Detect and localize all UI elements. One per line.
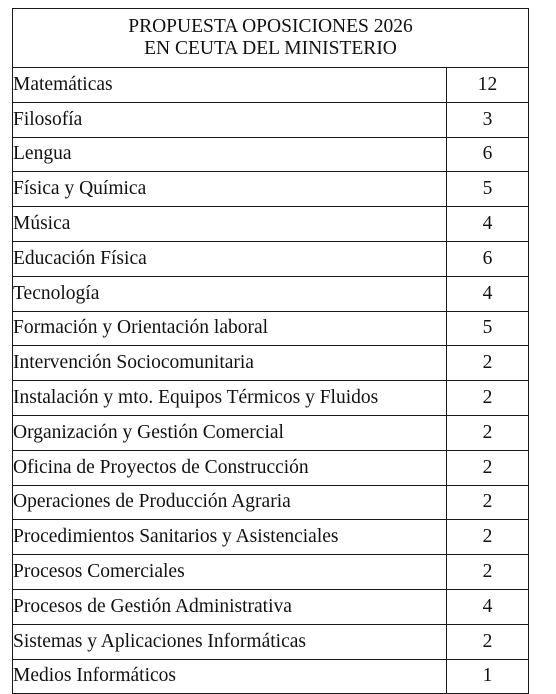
subject-cell: Intervención Sociocomunitaria: [13, 346, 447, 381]
subject-cell: Tecnología: [13, 276, 447, 311]
count-cell: 2: [447, 624, 529, 659]
subject-cell: Física y Química: [13, 172, 447, 207]
title-row: [13, 9, 529, 68]
subject-cell: Instalación y mto. Equipos Térmicos y Fluidos: [13, 381, 447, 416]
table-row: [13, 485, 529, 520]
table-row: [13, 381, 529, 416]
title-line-1: PROPUESTA OPOSICIONES 2026: [128, 16, 413, 37]
table-title: [13, 9, 529, 68]
subject-cell: Procesos Comerciales: [13, 555, 447, 590]
count-cell: 4: [447, 276, 529, 311]
count-cell: 2: [447, 485, 529, 520]
subject-cell: Organización y Gestión Comercial: [13, 415, 447, 450]
table-row: [13, 102, 529, 137]
count-cell: 6: [447, 241, 529, 276]
count-cell: 5: [447, 172, 529, 207]
title-line-2: EN CEUTA DEL MINISTERIO: [144, 38, 397, 59]
count-cell: 3: [447, 102, 529, 137]
document-sheet: [12, 8, 528, 694]
subject-cell: Formación y Orientación laboral: [13, 311, 447, 346]
count-cell: 2: [447, 346, 529, 381]
count-cell: 6: [447, 137, 529, 172]
table-row: [13, 624, 529, 659]
table-row: [13, 415, 529, 450]
subject-cell: Oficina de Proyectos de Construcción: [13, 450, 447, 485]
subject-cell: Lengua: [13, 137, 447, 172]
table-row: [13, 346, 529, 381]
subject-cell: Filosofía: [13, 102, 447, 137]
table-row: [13, 659, 529, 694]
table-row: [13, 589, 529, 624]
table-row: [13, 555, 529, 590]
plazas-table: [12, 8, 529, 694]
subject-cell: Procesos de Gestión Administrativa: [13, 589, 447, 624]
count-cell: 2: [447, 555, 529, 590]
count-cell: 2: [447, 415, 529, 450]
subject-cell: Sistemas y Aplicaciones Informáticas: [13, 624, 447, 659]
count-cell: 2: [447, 520, 529, 555]
table-row: [13, 241, 529, 276]
subject-cell: Procedimientos Sanitarios y Asistenciales: [13, 520, 447, 555]
subject-cell: Música: [13, 207, 447, 242]
table-row: [13, 207, 529, 242]
table-row: [13, 172, 529, 207]
table-row: [13, 276, 529, 311]
count-cell: 1: [447, 659, 529, 694]
count-cell: 4: [447, 589, 529, 624]
count-cell: 2: [447, 450, 529, 485]
count-cell: 4: [447, 207, 529, 242]
table-row: [13, 137, 529, 172]
subject-cell: Matemáticas: [13, 68, 447, 103]
table-body: [13, 68, 529, 694]
count-cell: 5: [447, 311, 529, 346]
table-row: [13, 450, 529, 485]
count-cell: 2: [447, 381, 529, 416]
subject-cell: Medios Informáticos: [13, 659, 447, 694]
count-cell: 12: [447, 68, 529, 103]
subject-cell: Operaciones de Producción Agraria: [13, 485, 447, 520]
subject-cell: Educación Física: [13, 241, 447, 276]
table-row: [13, 68, 529, 103]
table-row: [13, 311, 529, 346]
table-row: [13, 520, 529, 555]
